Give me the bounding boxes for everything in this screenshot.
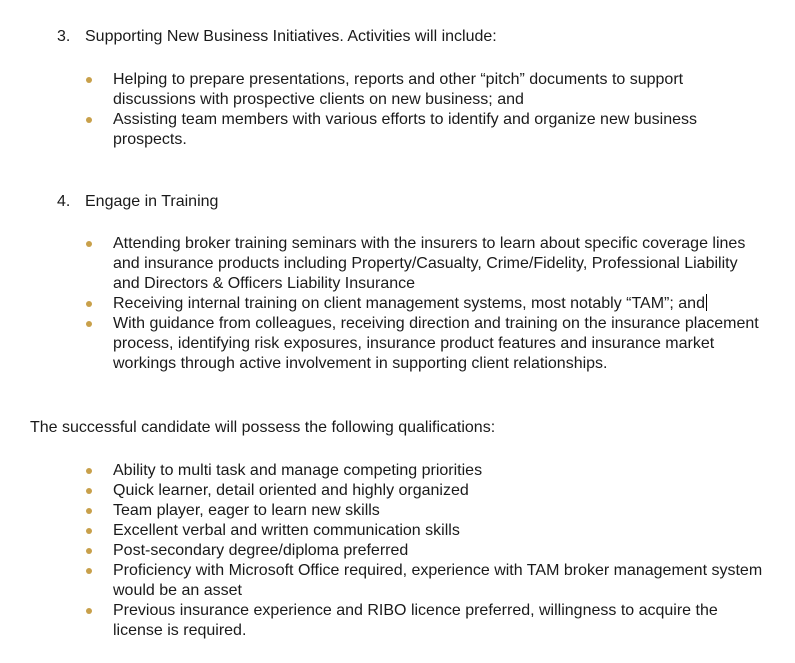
bullet-icon [86,508,92,514]
bullet-icon [86,528,92,534]
list-item: Attending broker training seminars with the insurers to learn about specific coverage lines and insurance products including Property/Casualty, Crime/Fidelity, Professional Liability and Directors & Officers Liability Insurance [84,234,764,294]
bullet-icon [86,301,92,307]
bullet-icon [86,568,92,574]
list-item: Proficiency with Microsoft Office required, experience with TAM broker management system would be an asset [84,561,764,601]
section-3-title: Supporting New Business Initiatives. Activities will include: [85,28,497,45]
section-4-heading [57,192,218,212]
list-item: Ability to multi task and manage competing priorities [84,461,764,481]
bullet-icon [86,488,92,494]
list-item: Helping to prepare presentations, reports and other “pitch” documents to support discussions with prospective clients on new business; and [84,70,764,110]
bullet-icon [86,77,92,83]
text-cursor [706,294,707,311]
bullet-icon [86,241,92,247]
bullet-icon [86,321,92,327]
list-item: Previous insurance experience and RIBO licence preferred, willingness to acquire the license is required. [84,601,764,641]
list-item: Receiving internal training on client management systems, most notably “TAM”; and [84,294,764,314]
bullet-icon [86,468,92,474]
section-4-list [84,234,764,374]
qualifications-heading: The successful candidate will possess the following qualifications: [30,419,496,436]
section-4-title: Engage in Training [85,193,219,210]
bullet-icon [86,548,92,554]
section-3-list [84,70,764,150]
section-3-heading [57,27,497,47]
bullet-icon [86,117,92,123]
section-3-number: 3. [57,28,71,45]
list-item: With guidance from colleagues, receiving direction and training on the insurance placement process, identifying risk exposures, insurance product features and insurance market workings through active involvement in supporting client relationships. [84,314,764,374]
bullet-icon [86,608,92,614]
list-item: Post-secondary degree/diploma preferred [84,541,764,561]
qualifications-list [84,461,764,641]
list-item: Excellent verbal and written communication skills [84,521,764,541]
list-item: Assisting team members with various efforts to identify and organize new business prospects. [84,110,764,150]
list-item: Quick learner, detail oriented and highly organized [84,481,764,501]
section-4-number: 4. [57,193,71,210]
list-item: Team player, eager to learn new skills [84,501,764,521]
